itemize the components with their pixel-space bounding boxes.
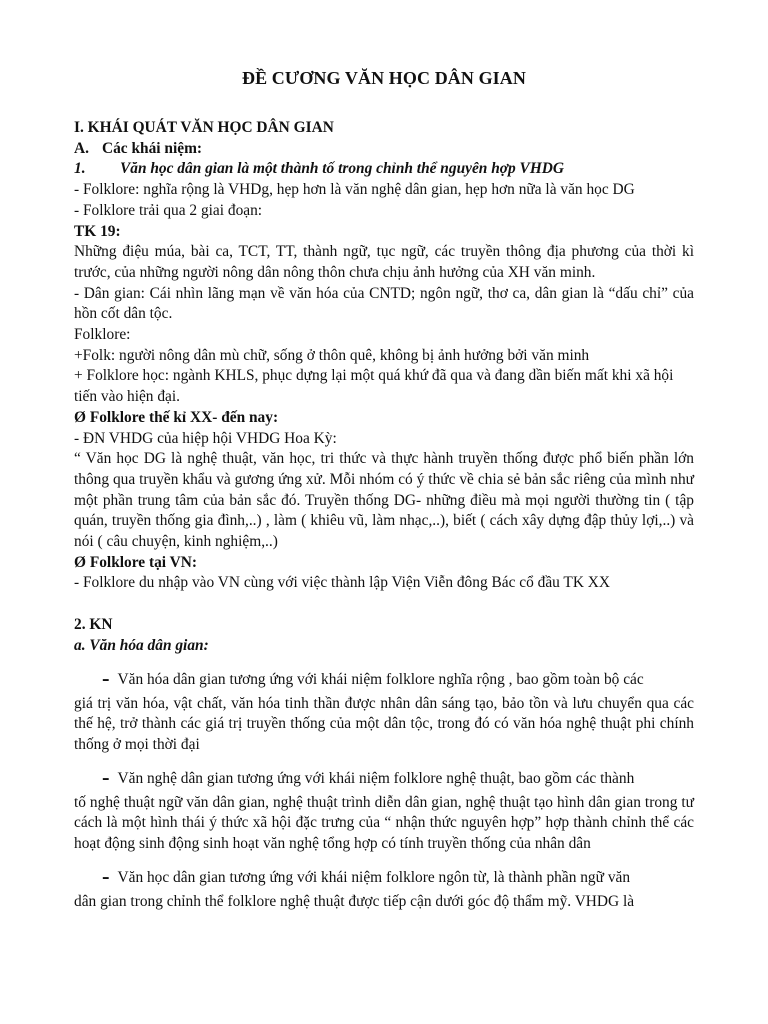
dash-bullet: –: [102, 768, 110, 787]
numbered-heading: [74, 159, 694, 180]
text-line: - Folklore trải qua 2 giai đoạn:: [74, 201, 263, 219]
bold-label: Ø Folklore tại VN:: [74, 553, 197, 571]
section-heading: 2. KN: [74, 616, 113, 634]
dash-paragraph: [74, 764, 694, 855]
text-line: +Folk: người nông dân mù chữ, sống ở thôn quê, không bị ảnh hưởng bởi văn minh: [74, 346, 590, 364]
section-heading: I. KHÁI QUÁT VĂN HỌC DÂN GIAN: [74, 119, 334, 136]
document-body: [74, 118, 694, 913]
paragraph: Những điệu múa, bài ca, TCT, TT, thành ngữ, tục ngữ, các truyền thông địa phương của thời kì trước, của những người nông dân nông thôn chưa chịu ảnh hưởng của XH văn minh.: [74, 243, 694, 281]
dash-paragraph-rest: giá trị văn hóa, vật chất, văn hóa tinh thần được nhân dân sáng tạo, bảo tồn và lưu chuyển qua các thế hệ, trở thành các giá trị truyền thống của một dân tộc, trong đó có văn hóa nghệ thuật phi chính thống ở mọi thời đại: [74, 694, 694, 753]
dash-paragraph-lead: Văn học dân gian tương ứng với khái niệm folklore ngôn từ, là thành phần ngữ văn: [117, 868, 631, 886]
bold-label: TK 19:: [74, 222, 121, 240]
dash-paragraph-rest: tố nghệ thuật ngữ văn dân gian, nghệ thuật trình diễn dân gian, nghệ thuật tạo hình dân gian trong tư cách là một hình thái ý thức xã hội đặc trưng của “ nhận thức nguyên hợp” hợp thành chỉnh thể các hoạt động sinh động sinh hoạt văn nghệ tổng hợp có tính truyền thống của nhân dân: [74, 793, 694, 853]
dash-paragraph: [74, 665, 694, 756]
document-title: ĐỀ CƯƠNG VĂN HỌC DÂN GIAN: [241, 68, 526, 88]
numbered-heading-number: 1.: [74, 160, 86, 178]
dash-paragraph-first-line: [74, 764, 694, 793]
text-line: - Folklore: nghĩa rộng là VHDg, hẹp hơn là văn nghệ dân gian, hẹp hơn nữa là văn học DG: [74, 181, 635, 199]
subsection-heading: a. Văn hóa dân gian:: [74, 636, 209, 654]
text-line: - ĐN VHDG của hiệp hội VHDG Hoa Kỳ:: [74, 429, 337, 447]
numbered-heading-text: Văn học dân gian là một thành tố trong chỉnh thể nguyên hợp VHDG: [120, 160, 565, 178]
dash-paragraph-lead: Văn nghệ dân gian tương ứng với khái niệm folklore nghệ thuật, bao gồm các thành: [117, 769, 635, 787]
dash-paragraph-rest: dân gian trong chỉnh thể folklore nghệ thuật được tiếp cận dưới góc độ thẩm mỹ. VHDG là: [74, 892, 635, 910]
text-line: - Folklore du nhập vào VN cùng với việc thành lập Viện Viễn đông Bác cổ đầu TK XX: [74, 574, 611, 592]
spacer: [74, 594, 694, 615]
dash-paragraph-first-line: [74, 665, 694, 694]
paragraph: - Dân gian: Cái nhìn lãng mạn về văn hóa của CNTD; ngôn ngữ, thơ ca, dân gian là “dấu chỉ” của hồn cốt dân tộc.: [74, 284, 694, 323]
paragraph: + Folklore học: ngành KHLS, phục dựng lại một quá khứ đã qua và đang dần biến mất khi xã hội tiến vào hiện đại.: [74, 367, 674, 406]
dash-paragraph-first-line: [74, 863, 694, 892]
dash-bullet: –: [102, 867, 110, 886]
subsection-number: A.: [74, 139, 89, 157]
dash-paragraph-lead: Văn hóa dân gian tương ứng với khái niệm folklore nghĩa rộng , bao gồm toàn bộ các: [117, 670, 644, 688]
subsection-text: Các khái niệm:: [102, 139, 203, 157]
text-line: Folklore:: [74, 326, 131, 344]
bold-label: Ø Folklore thế kỉ XX- đến nay:: [74, 408, 279, 426]
quote-paragraph: “ Văn học DG là nghệ thuật, văn học, tri thức và thực hành truyền thống được phổ biến phần lớn thông qua truyền khẩu và gương ứng xử. Mỗi nhóm có ý thức về chia sẻ bản sắc riêng của mình như một phần trung tâm của bản sắc đó. Truyền thống DG- những điều mà mọi người thường tin ( tập quán, truyền thống gia đình,..) , làm ( khiêu vũ, làm nhạc,..), biết ( cách xây dựng đập thủy lợi,..) và nói ( câu chuyện, kinh nghiệm,..): [74, 450, 694, 551]
dash-paragraph: [74, 863, 694, 913]
dash-bullet: –: [102, 669, 110, 688]
subsection-heading: [74, 139, 694, 160]
